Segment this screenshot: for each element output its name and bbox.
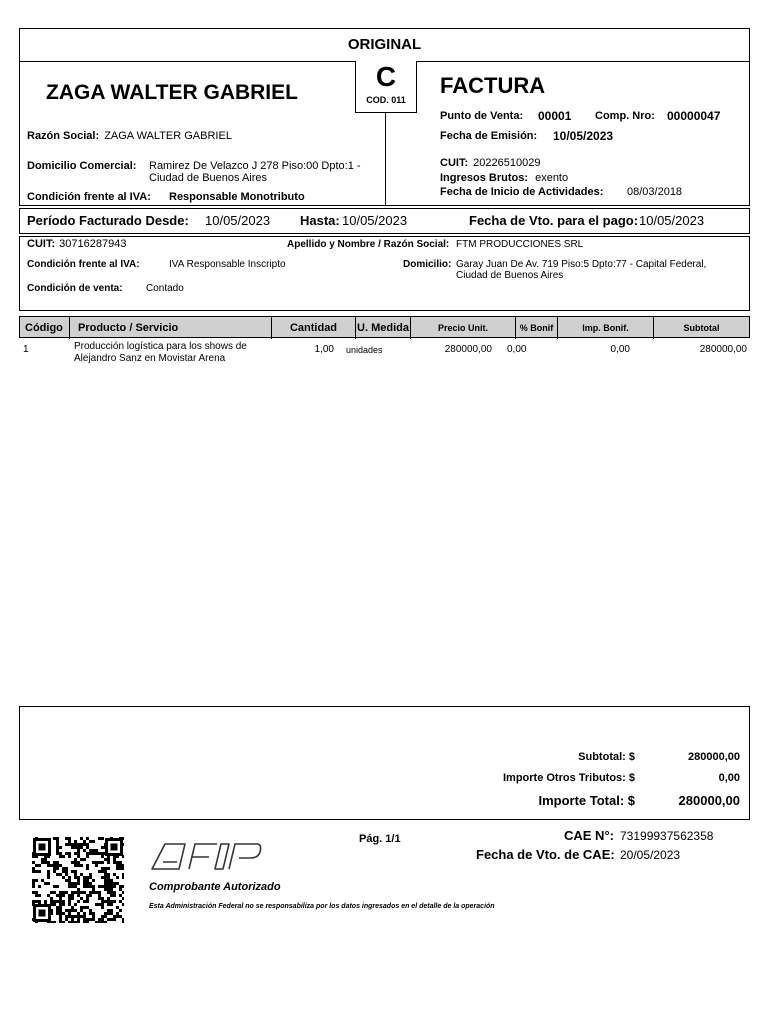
issuer-iva-label: Condición frente al IVA: [27, 191, 151, 203]
inicio-actividades-label: Fecha de Inicio de Actividades: [440, 186, 604, 198]
letter-c: C [375, 61, 397, 92]
col-medida: U. Medida [356, 317, 411, 339]
row-subtotal: 280000,00 [699, 344, 747, 355]
punto-venta-value: 00001 [538, 109, 572, 123]
otros-tributos-value: 0,00 [718, 772, 740, 784]
afip-logo [149, 840, 264, 872]
periodo-hasta-label: Hasta: [300, 213, 340, 228]
row-producto-line2: Alejandro Sanz en Movistar Arena [74, 353, 226, 364]
periodo-hasta-value: 10/05/2023 [342, 213, 408, 228]
qr-code [32, 837, 124, 923]
client-iva-label: Condición frente al IVA: [27, 259, 140, 270]
client-cuit-label: CUIT: [27, 238, 56, 250]
inicio-actividades-value: 08/03/2018 [627, 186, 683, 198]
row-codigo: 1 [23, 344, 29, 355]
issuer-cuit-label: CUIT: [440, 157, 469, 169]
qr-code-graphic [32, 837, 124, 923]
row-bonif-pct: 0,00 [507, 344, 527, 355]
punto-venta-label: Punto de Venta: [440, 110, 524, 122]
row-bonif-imp: 0,00 [610, 344, 630, 355]
cae-vto-label: Fecha de Vto. de CAE: [476, 847, 615, 862]
fecha-emision-value: 10/05/2023 [553, 129, 614, 143]
subtotal-value: 280000,00 [688, 751, 740, 763]
cae-vto-value: 20/05/2023 [620, 848, 681, 862]
domicilio-line1: Ramirez De Velazco J 278 Piso:00 Dpto:1 - [149, 160, 361, 172]
cae-label: CAE N°: [564, 828, 614, 843]
ingresos-brutos [440, 172, 568, 184]
razon-social-label: Razón Social: [27, 130, 100, 142]
condicion-venta-label: Condición de venta: [27, 283, 123, 294]
ingresos-brutos-label: Ingresos Brutos: [440, 172, 529, 184]
row-precio: 280000,00 [444, 344, 492, 355]
vto-pago-label: Fecha de Vto. para el pago: [469, 213, 639, 228]
otros-tributos-label: Importe Otros Tributos: $ [502, 772, 635, 784]
col-producto: Producto / Servicio [70, 317, 272, 339]
disclaimer-text: Esta Administración Federal no se responsabiliza por los datos ingresados en el detalle de la operación [149, 903, 495, 910]
client-nombre-value: FTM PRODUCCIONES SRL [456, 239, 584, 250]
client-domicilio-line1: Garay Juan De Av. 719 Piso:5 Dpto:77 - Capital Federal, [456, 259, 707, 270]
vto-pago-value: 10/05/2023 [639, 213, 705, 228]
issuer-big-name: ZAGA WALTER GABRIEL [46, 81, 298, 104]
domicilio-label: Domicilio Comercial: [27, 160, 137, 172]
table-row [19, 341, 750, 367]
issuer-cuit-value: 20226510029 [473, 157, 541, 169]
fecha-emision-label: Fecha de Emisión: [440, 130, 538, 142]
client-cuit-value: 30716287943 [59, 238, 127, 250]
periodo-desde-value: 10/05/2023 [205, 213, 271, 228]
comprobante-autorizado: Comprobante Autorizado [149, 881, 281, 893]
letter-code: COD. 011 [366, 95, 406, 105]
row-producto-line1: Producción logística para los shows de [74, 341, 247, 352]
col-bonif-pct: % Bonif [516, 317, 558, 339]
col-bonif-imp: Imp. Bonif. [558, 317, 654, 339]
col-codigo: Código [20, 317, 70, 339]
issuer-iva-value: Responsable Monotributo [169, 191, 305, 203]
comp-nro-label: Comp. Nro: [595, 110, 655, 122]
col-cantidad: Cantidad [272, 317, 356, 339]
cae-value: 73199937562358 [620, 829, 714, 843]
col-precio: Precio Unit. [411, 317, 516, 339]
importe-total-label: Importe Total: $ [538, 793, 635, 808]
copy-label: ORIGINAL [347, 36, 422, 53]
header-divider-vertical [385, 112, 386, 206]
client-nombre-label: Apellido y Nombre / Razón Social: [287, 239, 450, 250]
page-number: Pág. 1/1 [359, 833, 401, 845]
row-cantidad: 1,00 [314, 344, 334, 355]
col-subtotal: Subtotal [683, 323, 720, 333]
periodo-desde-label: Período Facturado Desde: [27, 213, 189, 228]
condicion-venta-value: Contado [146, 283, 184, 294]
issuer-razon-social [27, 130, 232, 142]
razon-social-value: ZAGA WALTER GABRIEL [104, 130, 232, 142]
client-cuit [27, 238, 126, 250]
domicilio-line2: Ciudad de Buenos Aires [149, 172, 268, 184]
doc-type-title: FACTURA [440, 73, 546, 98]
ingresos-brutos-value: exento [535, 172, 569, 184]
comp-nro-value: 00000047 [667, 109, 721, 123]
client-domicilio-label: Domicilio: [403, 259, 452, 270]
subtotal-label: Subtotal: $ [578, 751, 635, 763]
issuer-cuit [440, 157, 540, 169]
client-iva-value: IVA Responsable Inscripto [169, 259, 286, 270]
client-domicilio-line2: Ciudad de Buenos Aires [456, 270, 564, 281]
items-table-header [19, 316, 750, 338]
afip-logo-graphic [149, 840, 264, 872]
row-medida: unidades [346, 345, 383, 355]
importe-total-value: 280000,00 [678, 793, 740, 808]
